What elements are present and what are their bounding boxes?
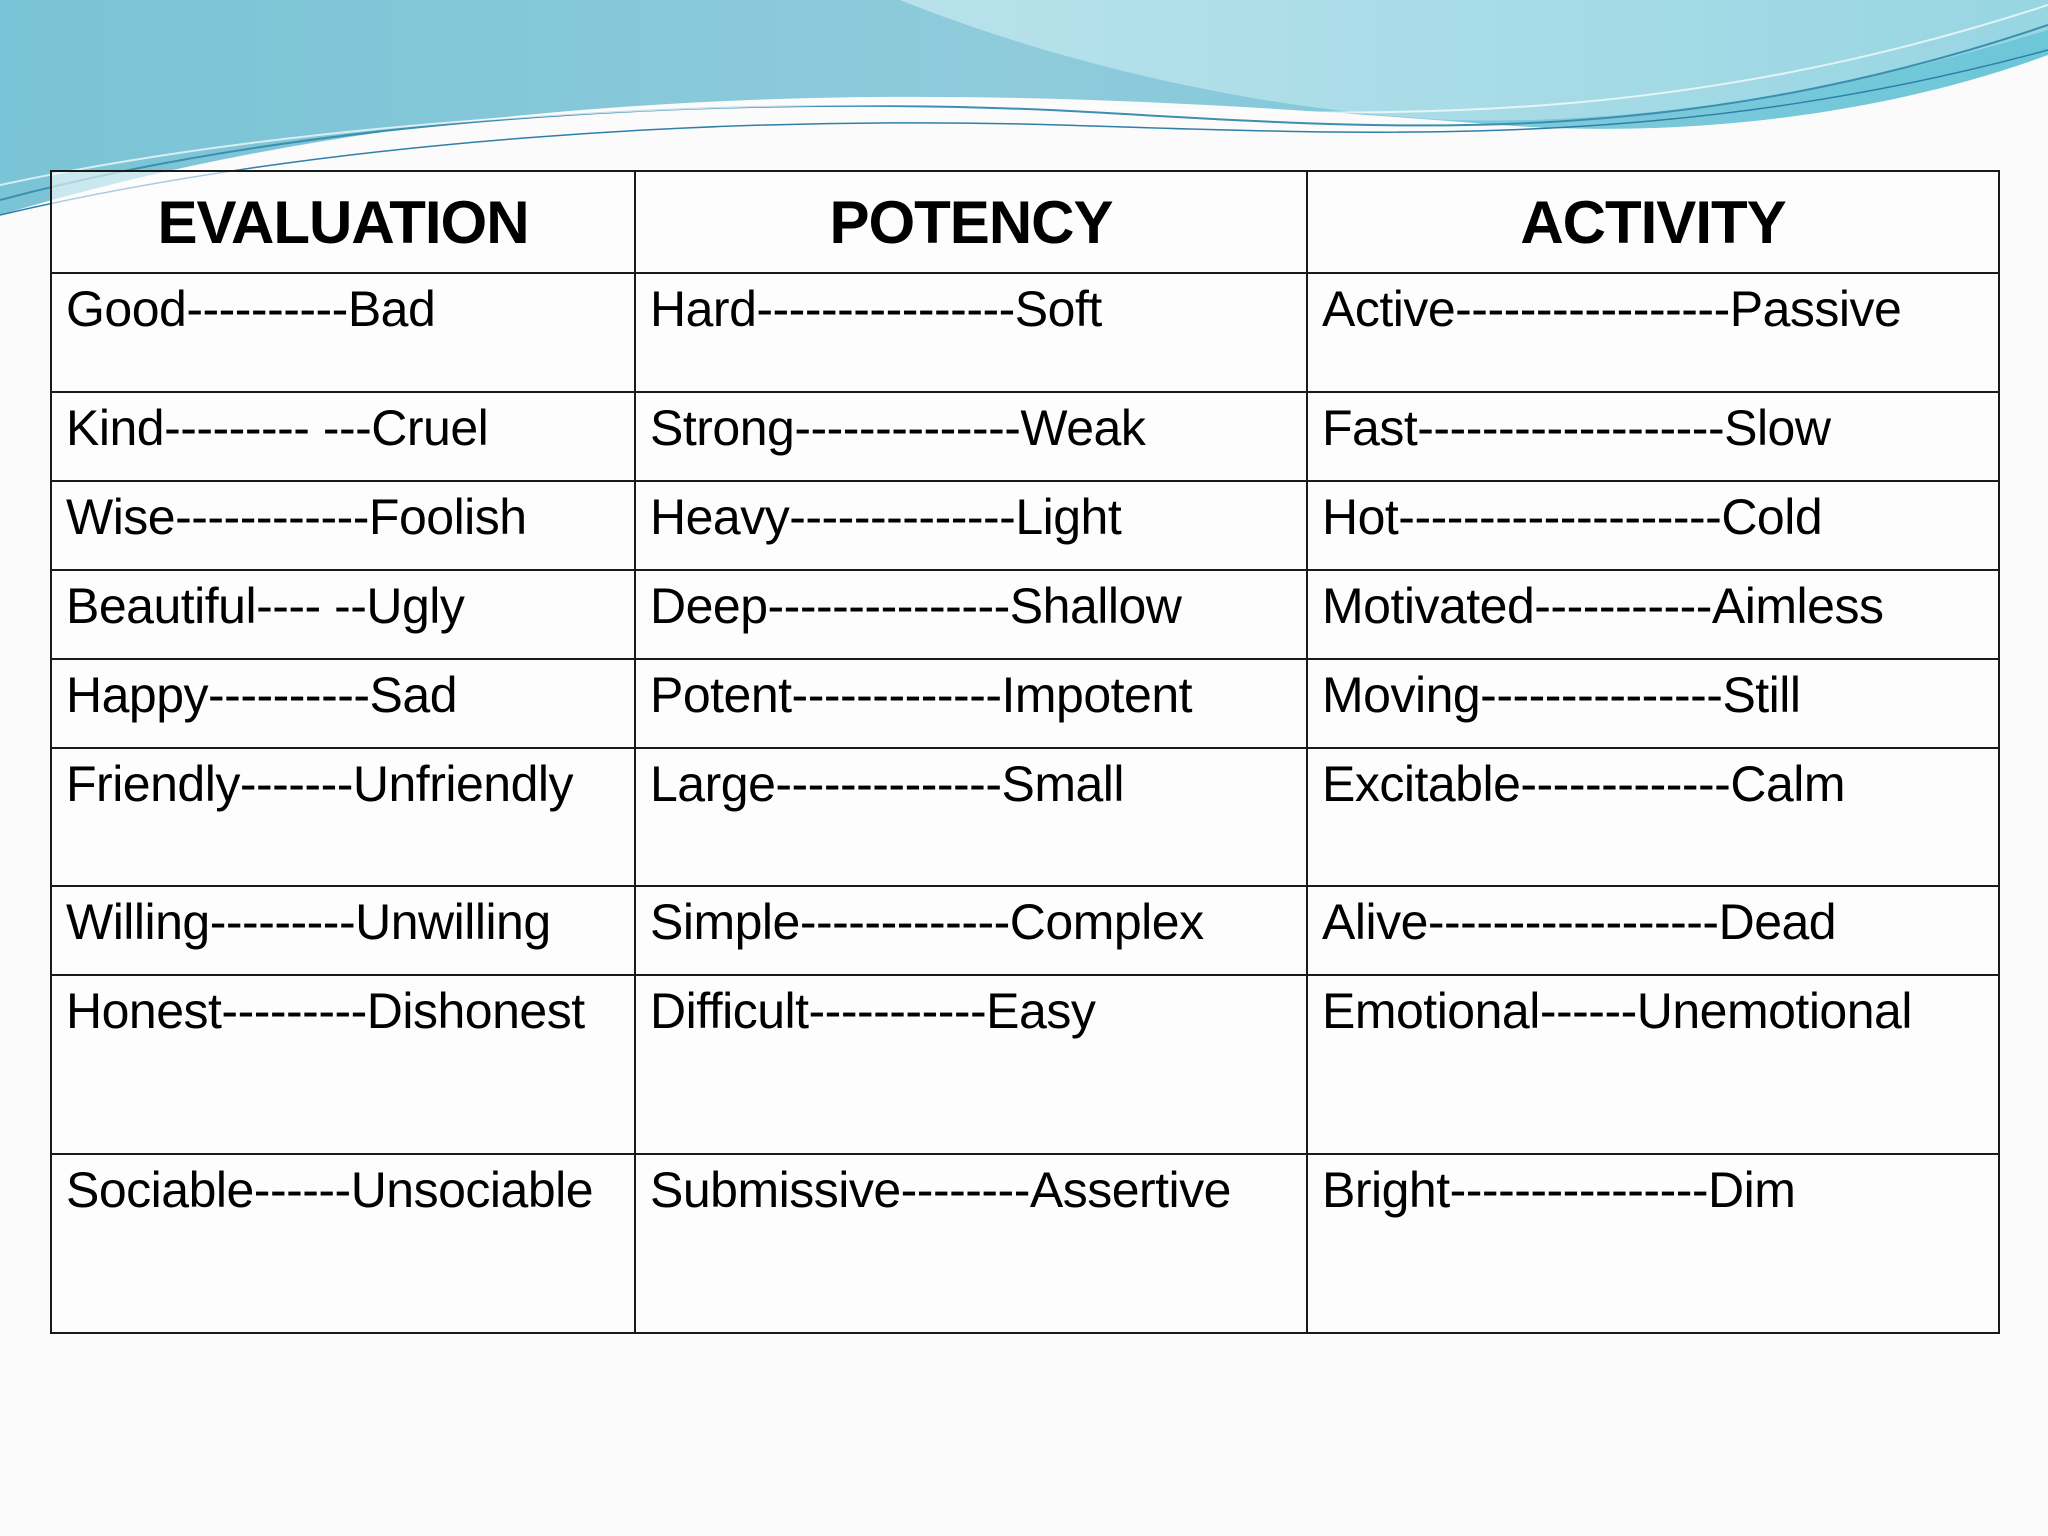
- header-potency: POTENCY: [635, 171, 1307, 273]
- table-cell: Hot--------------------Cold: [1307, 481, 1999, 570]
- table-cell: Large--------------Small: [635, 748, 1307, 886]
- table-cell: Friendly-------Unfriendly: [51, 748, 635, 886]
- table-cell: Submissive--------Assertive: [635, 1154, 1307, 1333]
- table-row: [51, 886, 1999, 975]
- table-row: [51, 392, 1999, 481]
- table-row: [51, 659, 1999, 748]
- table-row: [51, 1154, 1999, 1333]
- table-cell: Strong--------------Weak: [635, 392, 1307, 481]
- table-cell: Alive------------------Dead: [1307, 886, 1999, 975]
- table-cell: Emotional------Unemotional: [1307, 975, 1999, 1154]
- table-cell: Willing---------Unwilling: [51, 886, 635, 975]
- table-cell: Sociable------Unsociable: [51, 1154, 635, 1333]
- table-cell: Bright----------------Dim: [1307, 1154, 1999, 1333]
- table-row: [51, 975, 1999, 1154]
- table-cell: Active-----------------Passive: [1307, 273, 1999, 392]
- table-cell: Hard----------------Soft: [635, 273, 1307, 392]
- table-cell: Kind--------- ---Cruel: [51, 392, 635, 481]
- table-cell: Good----------Bad: [51, 273, 635, 392]
- table-cell: Motivated-----------Aimless: [1307, 570, 1999, 659]
- table-cell: Excitable-------------Calm: [1307, 748, 1999, 886]
- table-cell: Beautiful---- --Ugly: [51, 570, 635, 659]
- table-row: [51, 273, 1999, 392]
- table-cell: Deep---------------Shallow: [635, 570, 1307, 659]
- table-cell: Difficult-----------Easy: [635, 975, 1307, 1154]
- header-activity: ACTIVITY: [1307, 171, 1999, 273]
- semantic-differential-table: [50, 170, 2000, 1334]
- table-cell: Heavy--------------Light: [635, 481, 1307, 570]
- header-row: [51, 171, 1999, 273]
- header-evaluation: EVALUATION: [51, 171, 635, 273]
- table-cell: Fast-------------------Slow: [1307, 392, 1999, 481]
- table-cell: Simple-------------Complex: [635, 886, 1307, 975]
- table-cell: Happy----------Sad: [51, 659, 635, 748]
- table-cell: Potent-------------Impotent: [635, 659, 1307, 748]
- table-cell: Wise------------Foolish: [51, 481, 635, 570]
- table-row: [51, 481, 1999, 570]
- table-row: [51, 748, 1999, 886]
- table-row: [51, 570, 1999, 659]
- table-cell: Honest---------Dishonest: [51, 975, 635, 1154]
- table-cell: Moving---------------Still: [1307, 659, 1999, 748]
